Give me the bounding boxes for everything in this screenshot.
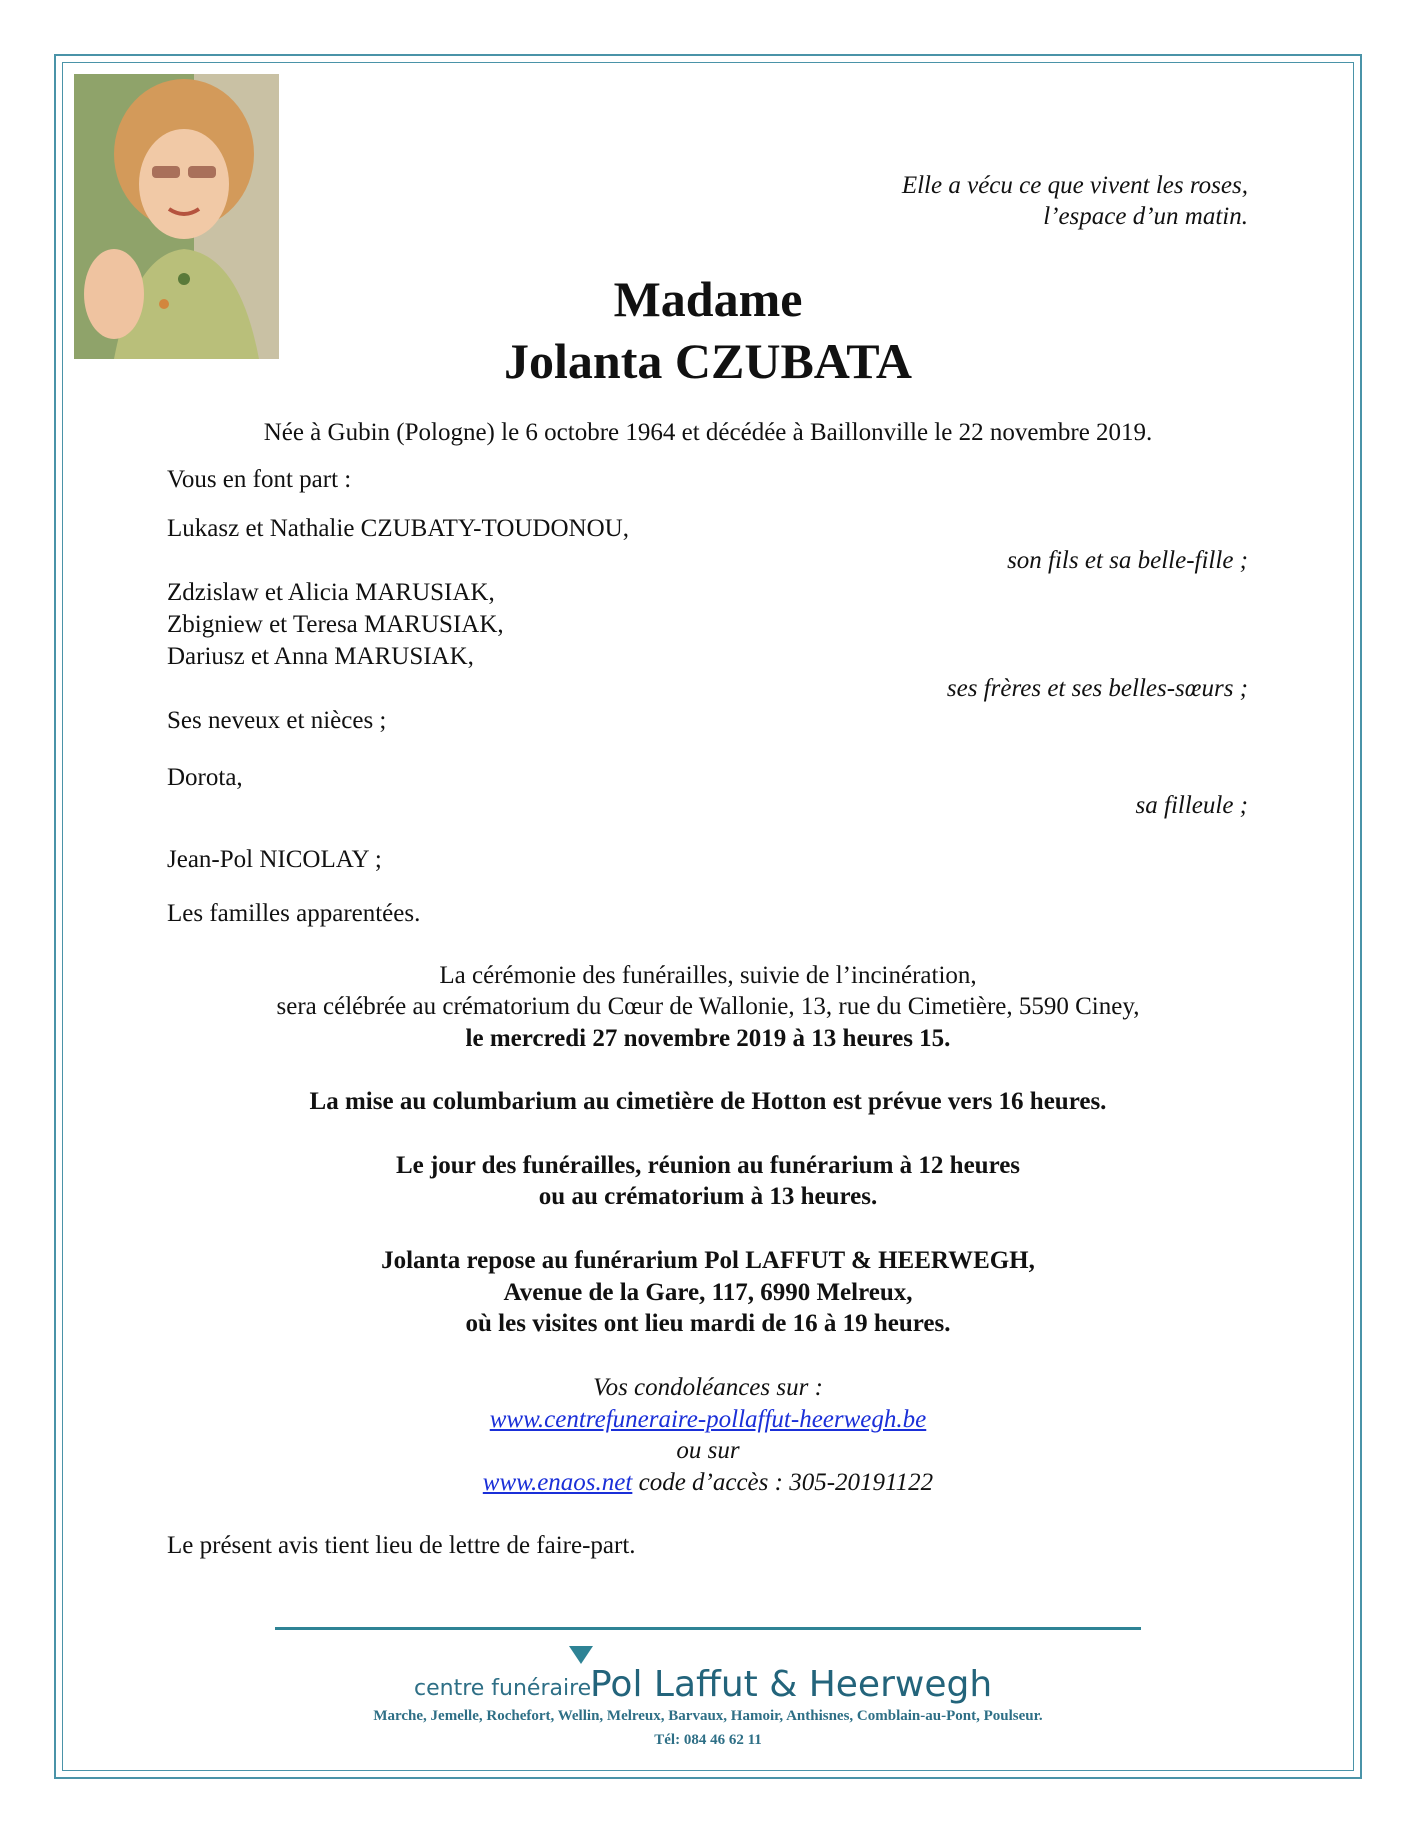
rest-line-2: Avenue de la Gare, 117, 6990 Melreux, — [503, 1279, 913, 1306]
rest-line-3: où les visites ont lieu mardi de 16 à 19 heures. — [465, 1310, 951, 1337]
footer-towns: Marche, Jemelle, Rochefort, Wellin, Melreux, Barvaux, Hamoir, Anthisnes, Comblain-au-Pont, Poulseur. — [373, 1708, 1043, 1724]
family-brother-3: Dariusz et Anna MARUSIAK, — [167, 643, 474, 670]
quote-line-2: l’espace d’un matin. — [1043, 203, 1248, 230]
honorific: Madame — [613, 271, 803, 327]
epigraph-quote — [902, 170, 1248, 232]
footer-phone: Tél: 084 46 62 11 — [654, 1732, 762, 1748]
meeting-line-2: ou au crématorium à 13 heures. — [538, 1183, 878, 1210]
access-code: code d’accès : 305-20191122 — [632, 1469, 934, 1496]
condolences-or: ou sur — [676, 1437, 740, 1464]
condolences-label: Vos condoléances sur : — [593, 1374, 823, 1401]
footer-brand-name: Pol Laffut & Heerwegh — [590, 1664, 993, 1705]
intro-text: Vous en font part : — [167, 466, 352, 493]
condolences-link-2-row — [0, 1469, 1416, 1497]
family-brother-2: Zbigniew et Teresa MARUSIAK, — [167, 611, 504, 638]
deceased-name: Jolanta CZUBATA — [504, 333, 912, 389]
family-partner: Jean-Pol NICOLAY ; — [167, 846, 382, 873]
footer-brand-small: centre funéraire — [414, 1676, 592, 1701]
ceremony-line-2: sera célébrée au crématorium du Cœur de Wallonie, 13, rue du Cimetière, 5590 Ciney, — [276, 993, 1140, 1020]
condolences-link-2[interactable]: www.enaos.net — [482, 1469, 633, 1496]
ceremony-date: le mercredi 27 novembre 2019 à 13 heures 15. — [465, 1025, 951, 1052]
family-relatives: Les familles apparentées. — [167, 900, 421, 927]
footer-divider — [275, 1627, 1141, 1630]
quote-line-1: Elle a vécu ce que vivent les roses, — [901, 172, 1248, 199]
closing-text: Le présent avis tient lieu de lettre de faire-part. — [167, 1532, 636, 1559]
footer-logo-triangle — [569, 1646, 593, 1664]
condolences-link-1[interactable]: www.centrefuneraire-pollaffut-heerwegh.be — [489, 1406, 927, 1433]
columbarium-text: La mise au columbarium au cimetière de Hotton est prévue vers 16 heures. — [309, 1088, 1107, 1115]
rest-line-1: Jolanta repose au funérarium Pol LAFFUT & HEERWEGH, — [381, 1247, 1035, 1274]
family-nephews: Ses neveux et nièces ; — [167, 707, 387, 734]
family-brothers-role: ses frères et ses belles-sœurs ; — [946, 675, 1248, 702]
condolences-link-1-row — [0, 1406, 1416, 1434]
family-goddaughter-role: sa filleule ; — [1135, 792, 1248, 819]
family-son-role: son fils et sa belle-fille ; — [1007, 547, 1248, 574]
meeting-line-1: Le jour des funérailles, réunion au funérarium à 12 heures — [395, 1152, 1021, 1179]
ceremony-line-1: La cérémonie des funérailles, suivie de l’incinération, — [439, 962, 977, 989]
family-goddaughter: Dorota, — [167, 764, 243, 791]
family-brother-1: Zdzislaw et Alicia MARUSIAK, — [167, 579, 495, 606]
birth-death-text: Née à Gubin (Pologne) le 6 octobre 1964 et décédée à Baillonville le 22 novembre 2019. — [263, 419, 1153, 446]
family-son: Lukasz et Nathalie CZUBATY-TOUDONOU, — [167, 515, 629, 542]
